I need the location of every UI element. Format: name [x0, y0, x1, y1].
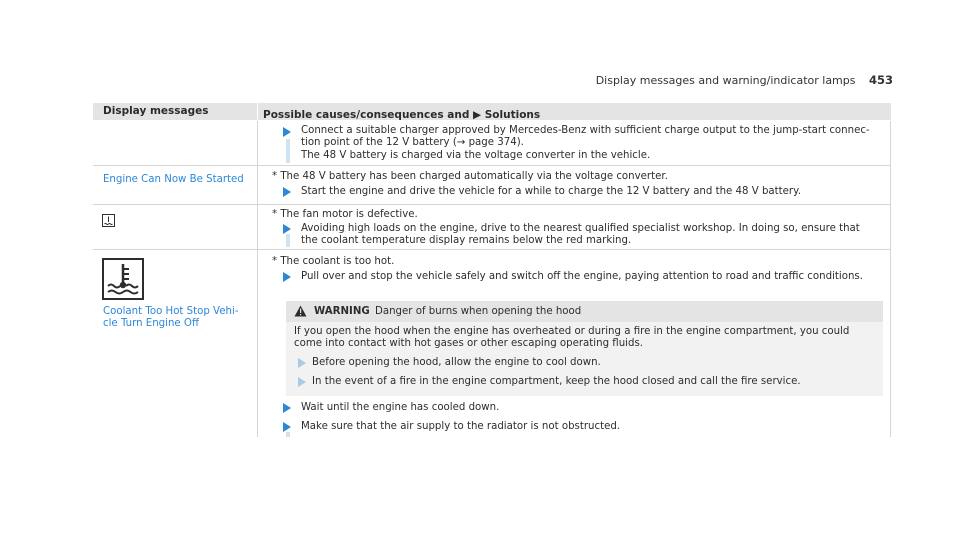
row3-step1: Pull over and stop the vehicle safely and switch off the engine, paying attention to road and traffic conditions.	[301, 271, 863, 282]
warning-body-line2: come into contact with hot gases or other escaping operating fluids.	[294, 338, 644, 349]
warning-body	[286, 322, 883, 396]
solution-bar	[286, 234, 290, 247]
solution-arrow-icon	[283, 127, 291, 137]
section-title: Display messages and warning/indicator lamps	[595, 74, 856, 87]
warning-header	[286, 301, 883, 322]
row3-step2: Wait until the engine has cooled down.	[301, 402, 500, 413]
solution-arrow-icon	[283, 224, 291, 234]
solution-arrow-icon	[283, 403, 291, 413]
row2-step1-line1: Avoiding high loads on the engine, drive to the nearest qualified specialist workshop. In doing so, ensure that	[301, 223, 860, 234]
row3-step3: Make sure that the air supply to the radiator is not obstructed.	[301, 421, 621, 432]
solution-arrow-icon	[283, 272, 291, 282]
solution-arrow-icon	[283, 187, 291, 197]
message-engine-can-now-be-started: Engine Can Now Be Started	[103, 174, 244, 185]
page-number: 453	[868, 73, 893, 87]
column-separator	[257, 103, 258, 120]
coolant-temperature-icon	[102, 258, 144, 300]
solution-arrow-icon	[298, 377, 306, 387]
row0-step1-line3: The 48 V battery is charged via the voltage converter in the vehicle.	[301, 150, 651, 161]
row2-step1-line2: the coolant temperature display remains below the red marking.	[301, 235, 632, 246]
row1-step1: Start the engine and drive the vehicle for a while to charge the 12 V battery and the 48 V battery.	[301, 186, 801, 197]
solution-bar	[286, 432, 290, 437]
col-header-display-messages: Display messages	[103, 105, 209, 117]
col-header-solutions: Possible causes/consequences and ▶ Solutions	[263, 109, 541, 121]
solution-arrow-icon	[283, 422, 291, 432]
row3-cause: * The coolant is too hot.	[272, 256, 395, 267]
table-header	[93, 103, 891, 120]
warning-title: Danger of burns when opening the hood	[375, 306, 582, 317]
solution-bar	[286, 139, 290, 163]
warning-label: WARNING	[314, 306, 370, 317]
row2-cause: * The fan motor is defective.	[272, 209, 418, 220]
row1-cause: * The 48 V battery has been charged automatically via the voltage converter.	[272, 171, 668, 182]
column-divider	[257, 121, 258, 437]
row-divider	[93, 204, 891, 205]
warning-body-line1: If you open the hood when the engine has overheated or during a fire in the engine compartment, you could	[294, 326, 850, 337]
solution-arrow-icon	[298, 358, 306, 368]
table-right-border	[890, 121, 891, 437]
message-coolant-too-hot-line1: Coolant Too Hot Stop Vehi-	[103, 306, 239, 317]
page-header	[596, 73, 893, 87]
row0-step1-line2: tion point of the 12 V battery (→ page 374).	[301, 137, 524, 148]
message-coolant-too-hot-line2: cle Turn Engine Off	[103, 318, 199, 329]
row-divider	[93, 165, 891, 166]
warning-step2: In the event of a fire in the engine compartment, keep the hood closed and call the fire service.	[312, 376, 801, 387]
coolant-fan-icon	[102, 214, 115, 227]
row0-step1-line1: Connect a suitable charger approved by Mercedes-Benz with sufficient charge output to the jump-start connec-	[301, 125, 870, 136]
warning-triangle-icon	[294, 305, 307, 317]
row-divider	[93, 249, 891, 250]
warning-step1: Before opening the hood, allow the engine to cool down.	[312, 357, 601, 368]
